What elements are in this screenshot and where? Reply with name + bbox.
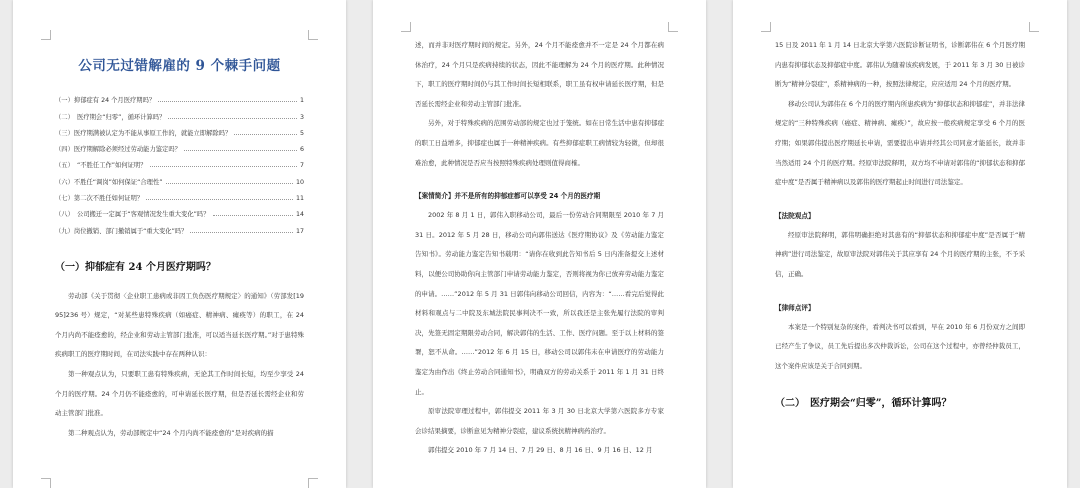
toc-entry[interactable]: （六）不胜任“调岗”如何保证“合理性” 10 [55,178,304,186]
page-corner-mark [41,30,51,40]
court-opinion-title: 【法院观点】 [775,211,815,220]
toc-entry[interactable]: （一）抑郁症有 24 个月医疗期吗？ 1 [55,97,304,105]
toc-entry[interactable]: （二） 医疗期会“归零”，循环计算吗？ 3 [55,113,304,121]
page-corner-mark [308,478,318,488]
body-paragraph: 原审法院审理过程中，郭伟提交 2011 年 3 月 30 日北京大学第六医院多方专家会诊结果摘要，诊断意见为精神分裂症，建议系统抗精神病药治疗。 [415,407,664,435]
body-paragraph: 本案是一个特别复杂的案件，看判决书可以看到，早在 2010 年 6 月份双方之间即已经产生了争议，员工先后提出多次仲裁诉讼，公司在这个过程中，亦曾经仲裁员工，这个案件应该是关于合同到期。 [775,322,1025,370]
page-corner-mark [41,478,51,488]
case-section-title: 【案情简介】并不是所有的抑郁症都可以享受 24 个月的医疗期 [415,192,601,201]
body-paragraph: 经原审法院释明，郭伟明确拒绝对其患有的“抑郁状态和抑郁症中度”是否属于“精神病”进行司法鉴定，故原审法院对郭伟关于其应享有 24 个月的医疗期的主张，不予采信，正确。 [775,230,1025,278]
toc-entry[interactable]: （九）岗位撤销、部门撤销属于“重大变化”吗？ 17 [55,227,304,235]
toc-entry[interactable]: （七）第二次不胜任如何证明？ 11 [55,195,304,203]
page-corner-mark [401,22,411,32]
page-corner-mark [761,22,771,32]
table-of-contents [55,88,304,235]
toc-entry[interactable]: （四）医疗期解除必须经过劳动能力鉴定吗？ 6 [55,146,304,154]
page-corner-mark [1029,22,1039,32]
body-paragraph: 述，而并非对医疗期时间的规定。另外，24 个月不能痊愈并不一定是 24 个月都在病休治疗，24 个月只是疾病持续的状态，因此不能理解为 24 个月的医疗期。此种情况下，职工的医疗期时间仍与其工作时间长短相联系，职工虽有权申请延长医疗期，但是否延长需经企业和劳动主管部门批准。 [415,41,664,108]
body-paragraph: 郭伟提交 2010 年 7 月 14 日、7 月 29 日、8 月 16 日、9 月 16 日、12 月 [428,446,653,455]
body-paragraph: 15 日及 2011 年 1 月 14 日北京大学第六医院诊断证明书，诊断郭伟在 6 个月医疗期内患有抑郁状态及抑郁症中度。郭伟认为随着该疾病发展，于 2011 年 3 月 30 日被诊断为“精神分裂症”，系精神病的一种，按照法律规定，应应适用 24 个月的医疗期。 [775,41,1025,89]
document-page-3 [733,0,1067,488]
page-corner-mark [668,22,678,32]
toc-entry[interactable]: （八） 公司搬迁一定属于“客观情况发生重大变化”吗？ 14 [55,211,304,219]
lawyer-comment-title: 【律师点评】 [775,303,815,312]
document-title: 公司无过错解雇的 9 个棘手问题 [78,58,281,74]
body-paragraph: 第二种观点认为，劳动部规定中“24 个月内尚不能痊愈的”是对疾病的描 [68,428,274,437]
toc-entry[interactable]: （三）医疗期满被认定为不能从事原工作的，就能立即解除吗？ 5 [55,129,304,137]
document-page-2 [373,0,706,488]
toc-entry[interactable]: （五） “不胜任工作”如何证明？ 7 [55,162,304,170]
body-paragraph: 劳动部《关于贯彻〈企业职工患病或非因工负伤医疗期规定〉的通知》（劳部发[1995]236 号）规定，“对某些患特殊疾病（如癌症、精神病、瘫痪等）的职工，在 24 个月内尚不能痊愈的，经企业和劳动主管部门批准，可以适当延长医疗期。”对于患特殊疾病职工的医疗期时间，在司法实践中存在两种认识： [55,291,304,359]
body-paragraph: 移动公司认为郭伟在 6 个月的医疗期内所患疾病为“抑郁状态和抑郁症”，并非法律规定的“三种特殊疾病（癌症、精神病、瘫痪）”，故应按一般疾病规定享受 6 个月的医疗期；如果郭伟提出医疗期延长申请，需要提出申请并经其公司同意才能延长，故并非当然适用 24 个月的医疗期。经原审法院释明，双方均不申请对郭伟的“抑郁状态和抑郁症中度”是否属于精神病以及郭伟的医疗期起止时间进行司法鉴定。 [775,99,1025,187]
body-paragraph: 第一种观点认为，只要职工患有特殊疾病，无论其工作时间长短，均至少享受 24 个月的医疗期。24 个月仍不能痊愈的，可申请延长医疗期，但是否延长需经企业和劳动主管部门批准。 [55,370,304,418]
document-page-1 [13,0,346,488]
section-heading: （一）抑郁症有 24 个月医疗期吗？ [55,261,216,273]
body-paragraph: 2002 年 8 月 1 日，郭伟入职移动公司，最后一份劳动合同期限至 2010 年 7 月 31 日。2012 年 5 月 28 日，移动公司向郭伟送达《医疗期协议》及《劳动能力鉴定告知书》。劳动能力鉴定告知书载明：“请你在收到此告知书后 5 日内准备提交上述材料，以便公司协助你向主管部门申请劳动能力鉴定，否则将视为你已放弃劳动能力鉴定的申请。……”2012 年 5 月 31 日郭伟向移动公司回信，内容为：“……看完后觉得此材料和观点与二中院及东城法院民事判决不一致，所以我还是主张先履行法院的审判决，先签无固定期限劳动合同，解决郭伟的生活、工作、医疗问题。至于以上材料的签署，恕不从命。……”2012 年 6 月 15 日，移动公司以郭伟未在申请医疗的劳动能力鉴定为由作出《终止劳动合同通知书》，明确双方的劳动关系于 2011 年 1 月 31 日终止。 [415,211,664,396]
body-paragraph: 另外，对于特殊疾病的范围劳动部的规定也过于笼统。如在日常生活中患有抑郁症的职工日益增多，抑郁症也属于一种精神疾病。有些抑郁症职工病情较为轻微，但却很难治愈，此种情况是否应当按照特殊疾病处理则值得商榷。 [415,119,664,167]
section-heading: （二） 医疗期会“归零”，循环计算吗？ [775,398,952,410]
page-body [415,36,664,461]
page-body [775,36,1025,423]
page-corner-mark [308,30,318,40]
page-body [55,16,304,443]
